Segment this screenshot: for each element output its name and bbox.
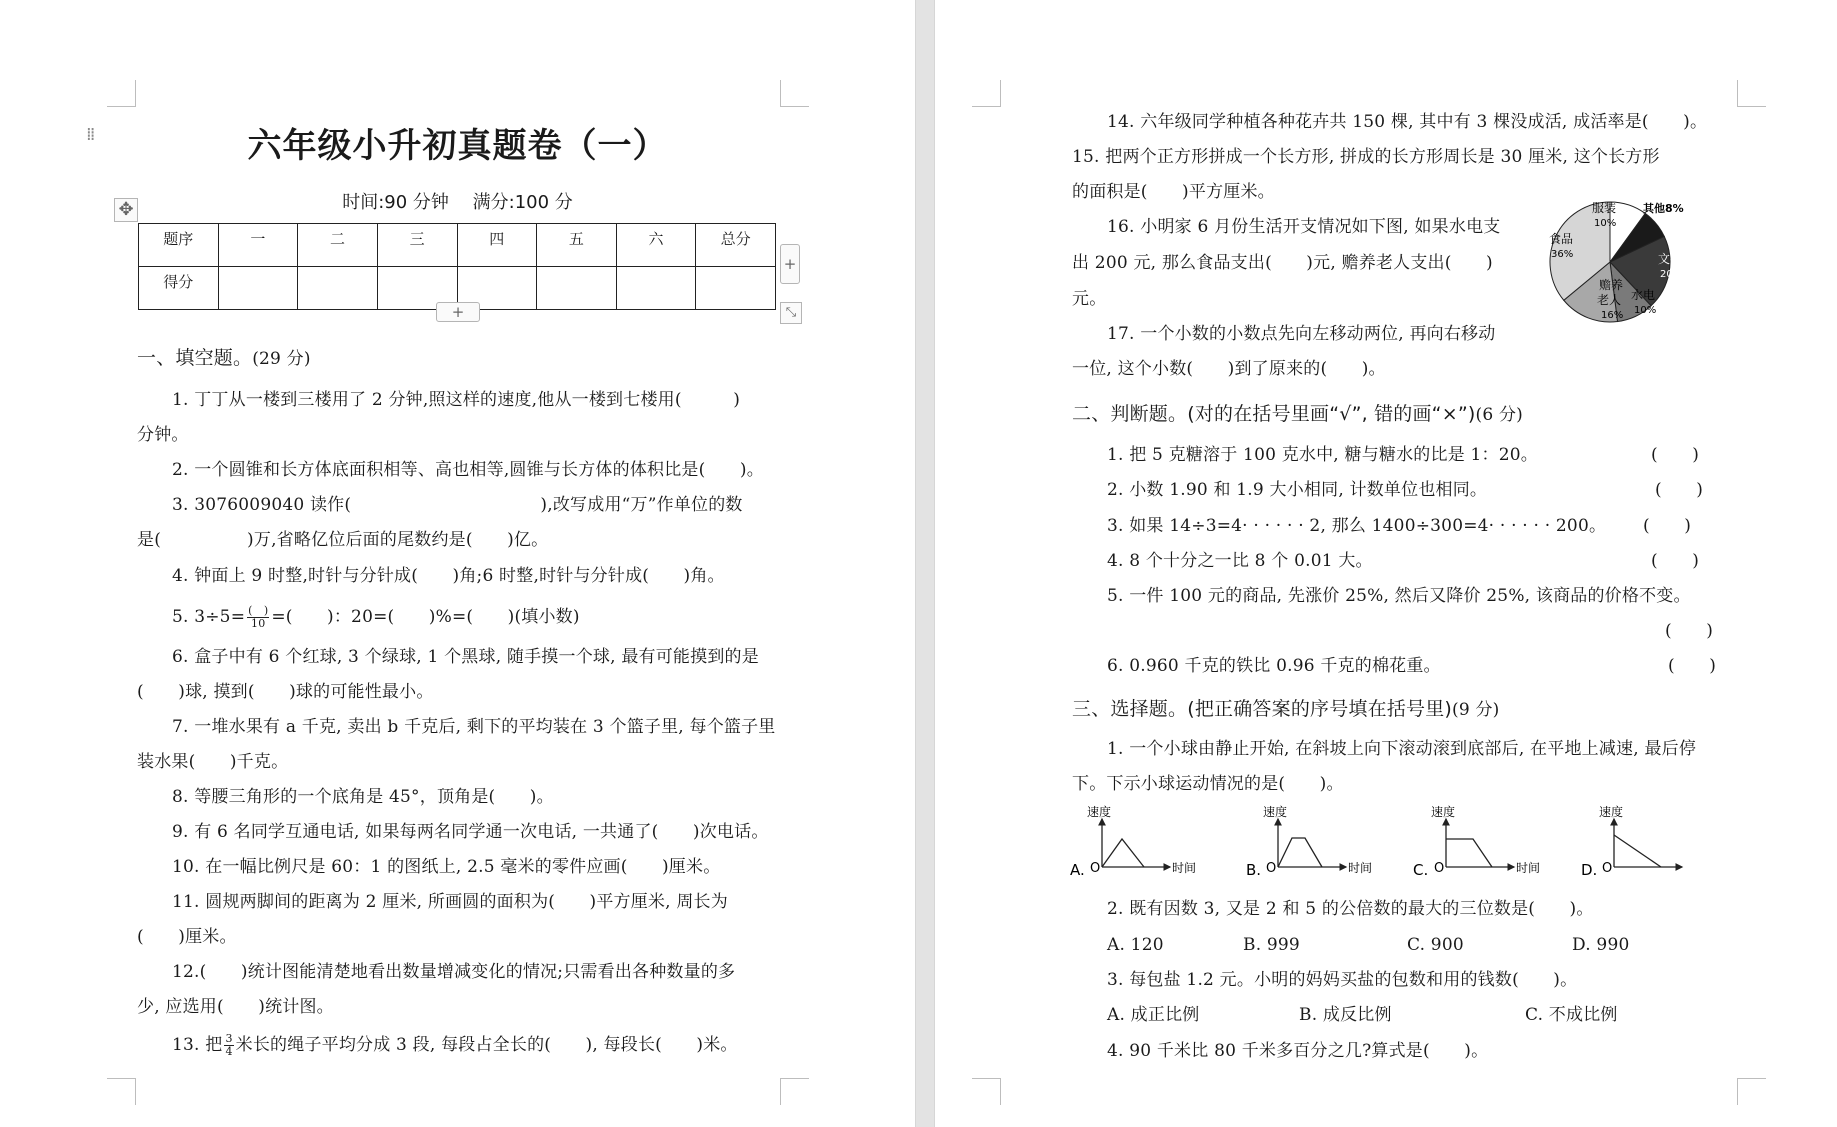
graph-option-c — [1413, 805, 1540, 879]
question-5-part-b: =( )：20=( )%=( )(填小数) — [271, 607, 580, 627]
choice-1-line-2: 下。下示小球运动情况的是( )。 — [1072, 774, 1344, 794]
crop-mark — [107, 1078, 136, 1105]
choice-3: 3. 每包盐 1.2 元。小明的妈妈买盐的包数和用的钱数( )。 — [1107, 970, 1578, 990]
x-axis-label: 时间 — [1172, 861, 1197, 875]
section-2-title: 二、判断题。(对的在括号里画“√”, 错的画“×”) — [1072, 403, 1476, 425]
fraction-denominator: 10 — [251, 617, 266, 630]
score-table — [138, 223, 776, 310]
table-resize-handle-icon[interactable]: ⤡ — [780, 302, 802, 324]
option-letter-c: C. — [1413, 861, 1429, 879]
pie-label-elders-pct: 16% — [1601, 310, 1624, 321]
choice-3-option-a: A. 成正比例 — [1107, 1005, 1200, 1025]
add-row-button[interactable]: + — [436, 302, 480, 322]
document-title: 六年级小升初真题卷（一） — [247, 126, 668, 166]
option-letter-a: A. — [1070, 861, 1085, 879]
right-page — [935, 0, 1837, 1127]
fraction — [224, 1033, 233, 1058]
pie-chart — [1505, 195, 1705, 330]
answer-parens: ( ) — [1655, 480, 1704, 500]
section-2-heading — [1072, 403, 1523, 426]
crop-mark — [107, 80, 136, 107]
x-axis-label: 时间 — [1516, 861, 1541, 875]
question-6-line-1: 6. 盒子中有 6 个红球, 3 个绿球, 1 个黑球, 随手摸一个球, 最有可能摸到的是 — [172, 647, 759, 667]
question-5 — [172, 605, 580, 630]
question-13 — [172, 1033, 738, 1058]
question-1-line-2: 分钟。 — [137, 425, 189, 445]
question-3-line-1: 3. 3076009040 读作( ),改写成用“万”作单位的数 — [172, 495, 743, 515]
question-11-line-2: ( )厘米。 — [137, 927, 237, 947]
y-axis-label: 速度 — [1263, 805, 1288, 819]
pie-label-elders-1: 赡养 — [1599, 278, 1624, 292]
crop-mark — [972, 80, 1001, 107]
choice-3-option-b: B. 成反比例 — [1299, 1005, 1392, 1025]
question-12-line-2: 少, 应选用( )统计图。 — [137, 997, 334, 1017]
section-1-title: 一、填空题。 — [137, 347, 253, 369]
graph-option-b — [1246, 805, 1372, 879]
choice-2-option-c: C. 900 — [1407, 935, 1464, 955]
pie-label-utilities: 水电 — [1631, 288, 1656, 302]
origin-label: O — [1090, 861, 1101, 876]
crop-mark — [1737, 1078, 1766, 1105]
option-letter-d: D. — [1581, 861, 1598, 879]
drag-handle-icon[interactable]: ⁞⁞ — [86, 124, 94, 145]
y-axis-label: 速度 — [1431, 805, 1456, 819]
table-cell[interactable]: 二 — [298, 224, 378, 267]
fraction-numerator: ( ) — [248, 604, 269, 617]
question-17-line-2: 一位, 这个小数( )到了原来的( )。 — [1072, 359, 1386, 379]
answer-parens: ( ) — [1668, 656, 1717, 676]
table-cell[interactable]: 三 — [377, 224, 457, 267]
pie-label-culture-pct: 20% — [1660, 269, 1683, 280]
choice-3-option-c: C. 不成比例 — [1525, 1005, 1618, 1025]
pie-label-utilities-pct: 10% — [1634, 305, 1657, 316]
origin-label: O — [1266, 861, 1277, 876]
question-16-line-1: 16. 小明家 6 月份生活开支情况如下图, 如果水电支 — [1107, 217, 1501, 237]
question-6-line-2: ( )球, 摸到( )球的可能性最小。 — [137, 682, 434, 702]
graph-option-d — [1581, 805, 1682, 885]
fraction-numerator: 3 — [225, 1032, 233, 1045]
pie-label-elders-2: 老人 — [1597, 293, 1622, 307]
question-17-line-1: 17. 一个小数的小数点先向左移动两位, 再向右移动 — [1107, 324, 1496, 344]
y-axis-label: 速度 — [1087, 805, 1112, 819]
question-13-part-b: 米长的绳子平均分成 3 段, 每段占全长的( ), 每段长( )米。 — [235, 1035, 738, 1055]
table-cell[interactable] — [218, 267, 298, 310]
pie-label-clothing: 服装 — [1592, 201, 1617, 215]
section-1-heading — [137, 347, 311, 370]
pie-label-food-pct: 36% — [1551, 249, 1574, 260]
time-limit: 时间:90 分钟 — [342, 192, 449, 213]
section-1-points: (29 分) — [252, 349, 311, 369]
question-8: 8. 等腰三角形的一个底角是 45°，顶角是( )。 — [172, 787, 554, 807]
question-10: 10. 在一幅比例尺是 60：1 的图纸上, 2.5 毫米的零件应画( )厘米。 — [172, 857, 721, 877]
pie-label-culture: 文化 — [1658, 252, 1683, 266]
origin-label: O — [1434, 861, 1445, 876]
graph-option-a — [1070, 805, 1196, 879]
origin-label: O — [1602, 861, 1613, 876]
add-column-button[interactable]: + — [780, 244, 800, 284]
question-9: 9. 有 6 名同学互通电话, 如果每两名同学通一次电话, 一共通了( )次电话。 — [172, 822, 769, 842]
table-cell[interactable] — [537, 267, 617, 310]
table-cell[interactable] — [616, 267, 696, 310]
left-page — [0, 0, 915, 1127]
page-gutter — [915, 0, 935, 1127]
choice-2-option-d: D. 990 — [1572, 935, 1630, 955]
fraction-denominator: 4 — [225, 1045, 233, 1058]
table-cell[interactable]: 一 — [218, 224, 298, 267]
pie-label-food: 食品 — [1549, 232, 1574, 246]
choice-2-option-a: A. 120 — [1107, 935, 1164, 955]
pie-label-clothing-pct: 10% — [1594, 218, 1617, 229]
question-16-line-3: 元。 — [1072, 289, 1107, 309]
section-3-heading — [1072, 698, 1500, 721]
section-2-points: (6 分) — [1475, 405, 1523, 425]
question-2: 2. 一个圆锥和长方体底面积相等、高也相等,圆锥与长方体的体积比是( )。 — [172, 460, 764, 480]
choice-2: 2. 既有因数 3, 又是 2 和 5 的公倍数的最大的三位数是( )。 — [1107, 899, 1594, 919]
choice-2-option-b: B. 999 — [1243, 935, 1300, 955]
table-cell[interactable]: 总分 — [696, 224, 776, 267]
table-move-handle-icon[interactable]: ✥ — [114, 198, 138, 222]
question-15-line-1: 15. 把两个正方形拼成一个长方形, 拼成的长方形周长是 30 厘米, 这个长方形 — [1072, 147, 1660, 167]
table-cell[interactable]: 得分 — [139, 267, 219, 310]
question-3-line-2: 是( )万,省略亿位后面的尾数约是( )亿。 — [137, 530, 549, 550]
answer-parens: ( ) — [1651, 551, 1700, 571]
crop-mark — [1737, 80, 1766, 107]
judgement-2: 2. 小数 1.90 和 1.9 大小相同, 计数单位也相同。 — [1107, 480, 1488, 500]
question-13-part-a: 13. 把 — [172, 1035, 223, 1055]
judgement-6: 6. 0.960 千克的铁比 0.96 千克的棉花重。 — [1107, 656, 1441, 676]
question-16-line-2: 出 200 元, 那么食品支出( )元, 赡养老人支出( ) — [1072, 253, 1493, 273]
answer-parens: ( ) — [1651, 445, 1700, 465]
x-axis-label: 时间 — [1348, 861, 1373, 875]
crop-mark — [972, 1078, 1001, 1105]
judgement-4: 4. 8 个十分之一比 8 个 0.01 大。 — [1107, 551, 1373, 571]
option-letter-b: B. — [1246, 861, 1262, 879]
question-7-line-1: 7. 一堆水果有 a 千克, 卖出 b 千克后, 剩下的平均装在 3 个篮子里, 每个篮子里 — [172, 717, 776, 737]
table-cell[interactable]: 四 — [457, 224, 537, 267]
question-1-line-1: 1. 丁丁从一楼到三楼用了 2 分钟,照这样的速度,他从一楼到七楼用( ) — [172, 390, 741, 410]
judgement-5: 5. 一件 100 元的商品, 先涨价 25%, 然后又降价 25%, 该商品的价格不变。 — [1107, 586, 1691, 606]
question-14: 14. 六年级同学种植各种花卉共 150 棵, 其中有 3 棵没成活, 成活率是( )。 — [1107, 112, 1708, 132]
crop-mark — [780, 80, 809, 107]
pie-label-other: 其他8% — [1643, 202, 1684, 215]
table-cell[interactable]: 六 — [616, 224, 696, 267]
answer-parens: ( ) — [1643, 516, 1692, 536]
fraction — [247, 605, 269, 630]
question-12-line-1: 12.( )统计图能清楚地看出数量增减变化的情况;只需看出各种数量的多 — [172, 962, 736, 982]
question-5-part-a: 5. 3÷5= — [172, 607, 246, 627]
full-score: 满分:100 分 — [472, 192, 573, 213]
judgement-1: 1. 把 5 克糖溶于 100 克水中, 糖与糖水的比是 1：20。 — [1107, 445, 1538, 465]
question-7-line-2: 装水果( )千克。 — [137, 752, 289, 772]
table-cell[interactable]: 题序 — [139, 224, 219, 267]
table-cell[interactable] — [696, 267, 776, 310]
choice-1-line-1: 1. 一个小球由静止开始, 在斜坡上向下滚动滚到底部后, 在平地上减速, 最后停 — [1107, 739, 1697, 759]
answer-parens: ( ) — [1665, 621, 1714, 641]
table-cell[interactable]: 五 — [537, 224, 617, 267]
question-15-line-2: 的面积是( )平方厘米。 — [1072, 182, 1275, 202]
question-11-line-1: 11. 圆规两脚间的距离为 2 厘米, 所画圆的面积为( )平方厘米, 周长为 — [172, 892, 728, 912]
section-3-title: 三、选择题。(把正确答案的序号填在括号里) — [1072, 698, 1453, 720]
motion-graphs — [1070, 805, 1690, 885]
crop-mark — [780, 1078, 809, 1105]
question-4: 4. 钟面上 9 时整,时针与分针成( )角;6 时整,时针与分针成( )角。 — [172, 566, 725, 586]
table-cell[interactable] — [298, 267, 378, 310]
section-3-points: (9 分) — [1452, 700, 1500, 720]
y-axis-label: 速度 — [1599, 805, 1624, 819]
score-table-header-row — [139, 224, 776, 267]
choice-4: 4. 90 千米比 80 千米多百分之几?算式是( )。 — [1107, 1041, 1489, 1061]
judgement-3: 3. 如果 14÷3=4· · · · · · 2, 那么 1400÷300=4· · · · · · 200。 — [1107, 516, 1607, 536]
